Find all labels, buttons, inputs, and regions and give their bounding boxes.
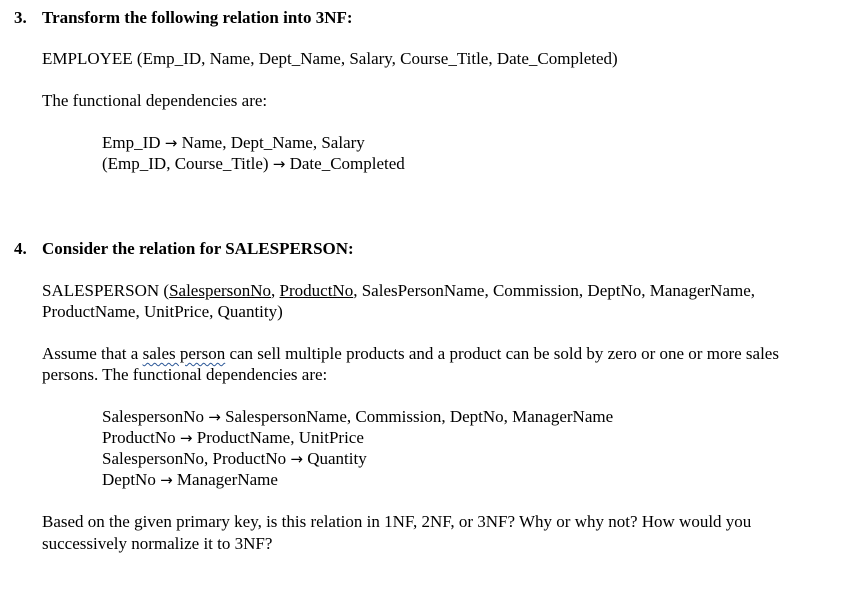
assume-prefix: Assume that a	[42, 344, 143, 363]
relation-rest: , SalesPersonName, Commission, DeptNo, ManagerName,	[353, 281, 756, 300]
q4-question-line2: successively normalize it to 3NF?	[42, 534, 273, 553]
q4-fd-1	[102, 406, 613, 428]
q3-fd-intro: The functional dependencies are:	[42, 91, 268, 110]
fd-rhs: SalespersonName, Commission, DeptNo, ManagerName	[225, 407, 614, 426]
grammar-flag: sales person	[142, 344, 226, 363]
right-arrow-icon: →	[164, 134, 178, 152]
fd-rhs: ManagerName	[176, 470, 278, 489]
relation-prefix: SALESPERSON (	[42, 281, 170, 300]
q4-number: 4.	[14, 239, 27, 258]
q4-assume-line2: persons. The functional dependencies are:	[42, 365, 328, 384]
primary-key-salespersonno: SalespersonNo	[169, 281, 272, 300]
q3-heading: Transform the following relation into 3NF:	[42, 8, 353, 27]
right-arrow-icon: →	[179, 429, 193, 447]
fd-rhs: Quantity	[307, 449, 367, 468]
q3-number: 3.	[14, 8, 27, 27]
right-arrow-icon: →	[208, 408, 221, 426]
q3-fd-2	[102, 153, 405, 175]
fd-lhs: SalespersonNo	[102, 407, 204, 426]
fd-rhs: ProductName, UnitPrice	[196, 428, 364, 447]
q3-relation: EMPLOYEE (Emp_ID, Name, Dept_Name, Salary, Course_Title, Date_Completed)	[42, 49, 618, 68]
q4-question-line1: Based on the given primary key, is this relation in 1NF, 2NF, or 3NF? Why or why not? How would you	[42, 512, 752, 531]
primary-key-productno: ProductNo	[279, 281, 354, 300]
right-arrow-icon: →	[160, 471, 173, 489]
fd-lhs: DeptNo	[102, 470, 156, 489]
fd-rhs: Name, Dept_Name, Salary	[181, 133, 365, 152]
q4-assume-line1	[42, 343, 779, 364]
q4-relation-line1	[42, 280, 755, 301]
q4-fd-3	[102, 448, 367, 470]
right-arrow-icon: →	[290, 450, 303, 468]
fd-lhs: (Emp_ID, Course_Title)	[102, 154, 269, 173]
relation-sep: ,	[271, 281, 280, 300]
fd-lhs: ProductNo	[102, 428, 176, 447]
q3-fd-1	[102, 132, 365, 154]
right-arrow-icon: →	[272, 155, 286, 173]
q4-heading: Consider the relation for SALESPERSON:	[42, 239, 354, 258]
q4-fd-4	[102, 469, 278, 491]
assume-rest: can sell multiple products and a product can be sold by zero or one or more sales	[225, 344, 779, 363]
q4-fd-2	[102, 427, 364, 449]
fd-rhs: Date_Completed	[289, 154, 405, 173]
q4-relation-line2: ProductName, UnitPrice, Quantity)	[42, 302, 283, 321]
fd-lhs: Emp_ID	[102, 133, 161, 152]
fd-lhs: SalespersonNo, ProductNo	[102, 449, 287, 468]
